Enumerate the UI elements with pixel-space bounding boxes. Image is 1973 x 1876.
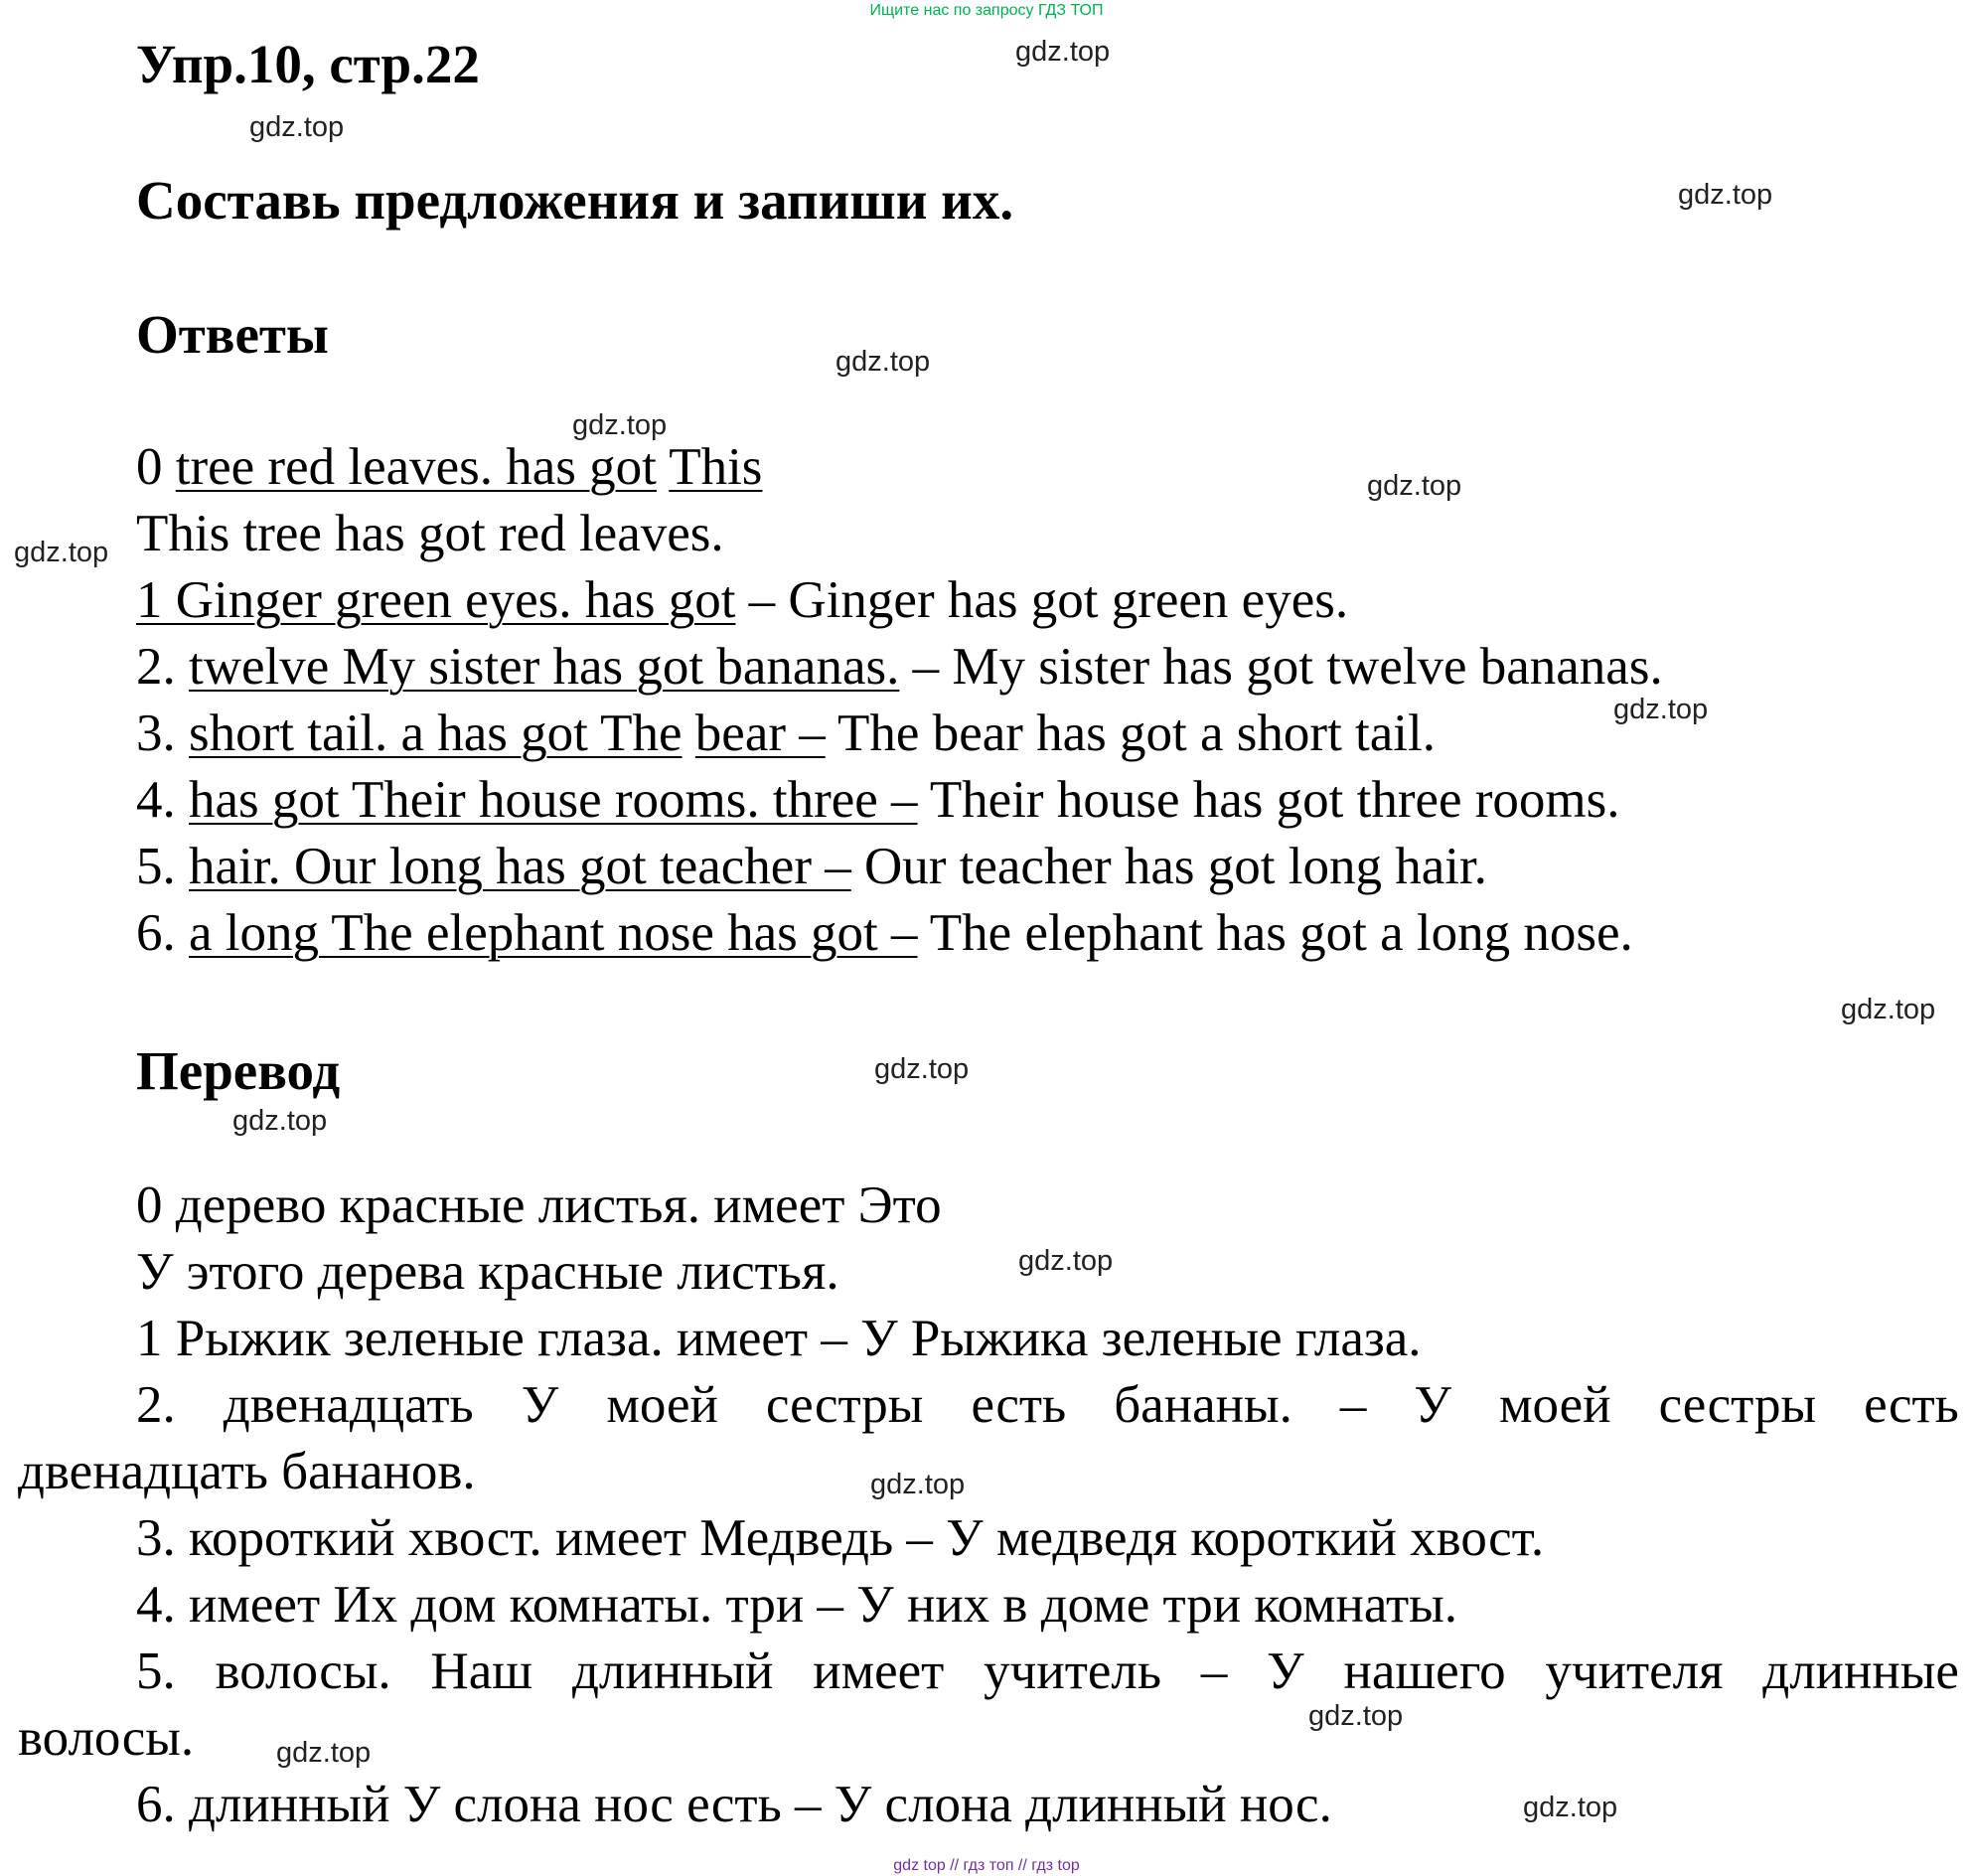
footer-watermark: gdz top // гдз топ // гдз top bbox=[893, 1857, 1080, 1874]
translation-line-6: 6. длинный У слона нос есть – У слона длинный нос. bbox=[136, 1776, 1332, 1833]
answer-line-4 bbox=[136, 767, 1620, 833]
word: моей bbox=[606, 1376, 718, 1434]
translation-line-5 bbox=[136, 1639, 1959, 1704]
watermark: gdz.top bbox=[249, 111, 345, 143]
word: – bbox=[1200, 1642, 1228, 1700]
translation-line-1: 1 Рыжик зеленые глаза. имеет – У Рыжика зеленые глаза. bbox=[136, 1310, 1422, 1367]
word: сестры bbox=[1658, 1376, 1817, 1434]
word: учитель bbox=[984, 1642, 1161, 1700]
task-instruction: Составь предложения и запиши их. bbox=[136, 170, 1014, 231]
answer-number: 5. bbox=[136, 838, 189, 895]
answer-line-1 bbox=[136, 567, 1348, 633]
word: У bbox=[1267, 1642, 1304, 1700]
answer-number: 0 bbox=[136, 438, 163, 496]
word: нашего bbox=[1343, 1642, 1506, 1700]
watermark: gdz.top bbox=[276, 1737, 372, 1769]
answer-line-0 bbox=[136, 434, 762, 500]
answer-sentence: Our teacher has got long hair. bbox=[863, 838, 1487, 895]
translation-heading: Перевод bbox=[136, 1040, 341, 1101]
answer-sentence: The bear has got a short tail. bbox=[837, 704, 1436, 762]
word: длинные bbox=[1762, 1642, 1959, 1700]
scrambled-words: a long The elephant nose has got – bbox=[189, 904, 918, 962]
word: У bbox=[1414, 1376, 1451, 1434]
scrambled-words: short tail. a has got The bbox=[189, 704, 683, 762]
word: 2. bbox=[136, 1376, 176, 1434]
translation-line-4: 4. имеет Их дом комнаты. три – У них в доме три комнаты. bbox=[136, 1576, 1458, 1634]
answer-line-3 bbox=[136, 701, 1436, 766]
watermark: gdz.top bbox=[1018, 1245, 1114, 1277]
watermark: gdz.top bbox=[1015, 36, 1111, 68]
word: – bbox=[1339, 1376, 1367, 1434]
answer-sentence: – My sister has got twelve bananas. bbox=[912, 638, 1663, 696]
watermark: gdz.top bbox=[572, 409, 668, 441]
answer-number: 6. bbox=[136, 904, 189, 962]
scrambled-words: bear – bbox=[694, 704, 826, 762]
scrambled-words: has got Their house rooms. three – bbox=[189, 771, 918, 829]
word: есть bbox=[1864, 1376, 1959, 1434]
translation-line-3: 3. короткий хвост. имеет Медведь – У медведя короткий хвост. bbox=[136, 1509, 1545, 1567]
watermark: gdz.top bbox=[835, 346, 931, 378]
answer-sentence: The elephant has got a long nose. bbox=[929, 904, 1633, 962]
top-banner: Ищите нас по запросу ГДЗ ТОП bbox=[869, 2, 1104, 19]
word: двенадцать bbox=[223, 1376, 474, 1434]
word: есть bbox=[971, 1376, 1067, 1434]
word: моей bbox=[1499, 1376, 1611, 1434]
answer-sentence: – Ginger has got green eyes. bbox=[748, 571, 1349, 629]
watermark: gdz.top bbox=[232, 1105, 328, 1137]
exercise-title: Упр.10, стр.22 bbox=[136, 34, 480, 94]
answer-line-5 bbox=[136, 834, 1487, 899]
word: учителя bbox=[1545, 1642, 1724, 1700]
word: длинный bbox=[571, 1642, 774, 1700]
answers-heading: Ответы bbox=[136, 304, 329, 365]
scrambled-words: tree red leaves. has got bbox=[175, 438, 657, 496]
scrambled-words: 1 Ginger green eyes. has got bbox=[136, 571, 736, 629]
watermark: gdz.top bbox=[1613, 694, 1709, 725]
translation-line-2 bbox=[136, 1372, 1959, 1438]
scrambled-words: hair. Our long has got teacher – bbox=[189, 838, 851, 895]
answer-line-6 bbox=[136, 900, 1633, 966]
watermark: gdz.top bbox=[1841, 994, 1936, 1025]
watermark: gdz.top bbox=[1308, 1700, 1404, 1732]
watermark: gdz.top bbox=[874, 1053, 970, 1085]
watermark: gdz.top bbox=[1367, 470, 1462, 502]
word: бананы. bbox=[1114, 1376, 1292, 1434]
word: Наш bbox=[430, 1642, 533, 1700]
answer-number: 3. bbox=[136, 704, 189, 762]
watermark: gdz.top bbox=[1678, 179, 1773, 211]
word: имеет bbox=[813, 1642, 945, 1700]
translation-line-5-continued: волосы. bbox=[18, 1709, 195, 1767]
word: У bbox=[521, 1376, 559, 1434]
answer-sentence: Their house has got three rooms. bbox=[929, 771, 1620, 829]
translation-line-0-sentence: У этого дерева красные листья. bbox=[136, 1243, 839, 1301]
scrambled-words: twelve My sister has got bananas. bbox=[189, 638, 900, 696]
answer-number: 2. bbox=[136, 638, 189, 696]
word: сестры bbox=[765, 1376, 924, 1434]
watermark: gdz.top bbox=[870, 1469, 966, 1500]
scrambled-words: This bbox=[669, 438, 763, 496]
word: волосы. bbox=[215, 1642, 391, 1700]
answer-line-0-sentence: This tree has got red leaves. bbox=[136, 505, 724, 562]
watermark: gdz.top bbox=[14, 537, 109, 568]
translation-line-2-continued: двенадцать бананов. bbox=[18, 1443, 476, 1500]
watermark: gdz.top bbox=[1523, 1792, 1618, 1823]
word: 5. bbox=[136, 1642, 176, 1700]
answer-line-2 bbox=[136, 634, 1663, 700]
answer-number: 4. bbox=[136, 771, 189, 829]
translation-line-0: 0 дерево красные листья. имеет Это bbox=[136, 1176, 942, 1234]
